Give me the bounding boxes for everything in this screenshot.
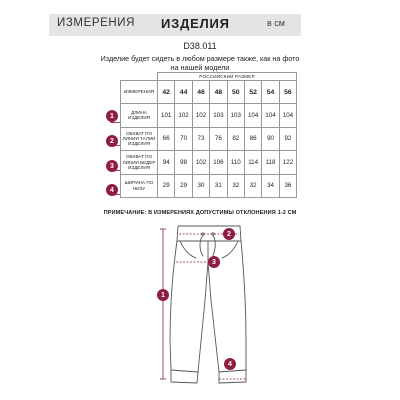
size-cell: 52 (244, 81, 261, 104)
table-cell: 101 (158, 104, 175, 128)
row-label: ДЛИНА ИЗДЕЛИЯ (121, 104, 158, 128)
table-cell: 102 (192, 104, 209, 128)
diagram-badge-length: 1 (157, 289, 169, 301)
row-badge: 3 (106, 160, 118, 172)
header-measure-label: ИЗМЕРЕНИЯ (57, 17, 136, 29)
diagram-badge-waist: 2 (223, 228, 235, 240)
size-cell: 54 (262, 81, 279, 104)
diagram-badge-hips: 3 (208, 256, 220, 268)
table-cell: 86 (244, 127, 261, 151)
diagram-badge-bottom: 4 (224, 358, 236, 370)
russian-size-label: РОССИЙСКИЙ РАЗМЕР (158, 73, 297, 81)
table-cell: 76 (210, 127, 227, 151)
table-cell: 102 (175, 104, 192, 128)
table-cell: 114 (244, 151, 261, 175)
right-pocket-line (222, 241, 238, 258)
table-cell: 73 (192, 127, 209, 151)
measurements-header: ИЗМЕРЕНИЯ (121, 81, 158, 104)
table-cell: 70 (175, 127, 192, 151)
row-label: ШИРИНА ПО НИЗУ (121, 174, 158, 198)
table-cell: 102 (192, 151, 209, 175)
size-cell: 56 (279, 81, 296, 104)
table-cell: 36 (279, 174, 296, 198)
tolerance-footnote: ПРИМЕЧАНИЕ: В ИЗМЕРЕНИЯХ ДОПУСТИМЫ ОТКЛОНЕНИЯ 1-2 СМ (103, 210, 297, 216)
size-cell: 44 (175, 81, 192, 104)
table-cell: 103 (227, 104, 244, 128)
size-cell: 48 (210, 81, 227, 104)
header-item-label: ИЗДЕЛИЯ (161, 16, 230, 31)
table-cell: 29 (175, 174, 192, 198)
row-badge: 2 (106, 135, 118, 147)
table-cell: 31 (210, 174, 227, 198)
table-cell: 34 (262, 174, 279, 198)
row-label: ОБХВАТ ПО ЛИНИИ ТАЛИИ ИЗДЕЛИЯ (121, 127, 158, 151)
table-cell: 32 (227, 174, 244, 198)
header-unit-label: в см (267, 18, 285, 28)
article-code: D38.011 (183, 41, 217, 51)
table-cell: 104 (262, 104, 279, 128)
table-cell: 122 (279, 151, 296, 175)
table-cell: 29 (158, 174, 175, 198)
table-cell: 103 (210, 104, 227, 128)
table-cell: 104 (244, 104, 261, 128)
table-cell: 90 (262, 127, 279, 151)
table-cell: 98 (175, 151, 192, 175)
fit-note: Изделие будет сидеть в любом размере также, как на фото на нашей модели (100, 54, 300, 72)
table-cell: 82 (227, 127, 244, 151)
size-cell: 46 (192, 81, 209, 104)
table-cell: 32 (244, 174, 261, 198)
table-cell: 106 (210, 151, 227, 175)
table-cell: 94 (158, 151, 175, 175)
row-label: ОБХВАТ ПО ЛИНИИ БЕДЕР ИЗДЕЛИЯ (121, 151, 158, 175)
table-cell: 118 (262, 151, 279, 175)
table-cell: 92 (279, 127, 296, 151)
left-pocket-line (180, 241, 196, 258)
table-cell: 104 (279, 104, 296, 128)
size-cell: 42 (158, 81, 175, 104)
size-cell: 50 (227, 81, 244, 104)
row-badge: 4 (106, 184, 118, 196)
table-cell: 110 (227, 151, 244, 175)
table-cell: 30 (192, 174, 209, 198)
row-badge: 1 (106, 110, 118, 122)
table-cell: 66 (158, 127, 175, 151)
